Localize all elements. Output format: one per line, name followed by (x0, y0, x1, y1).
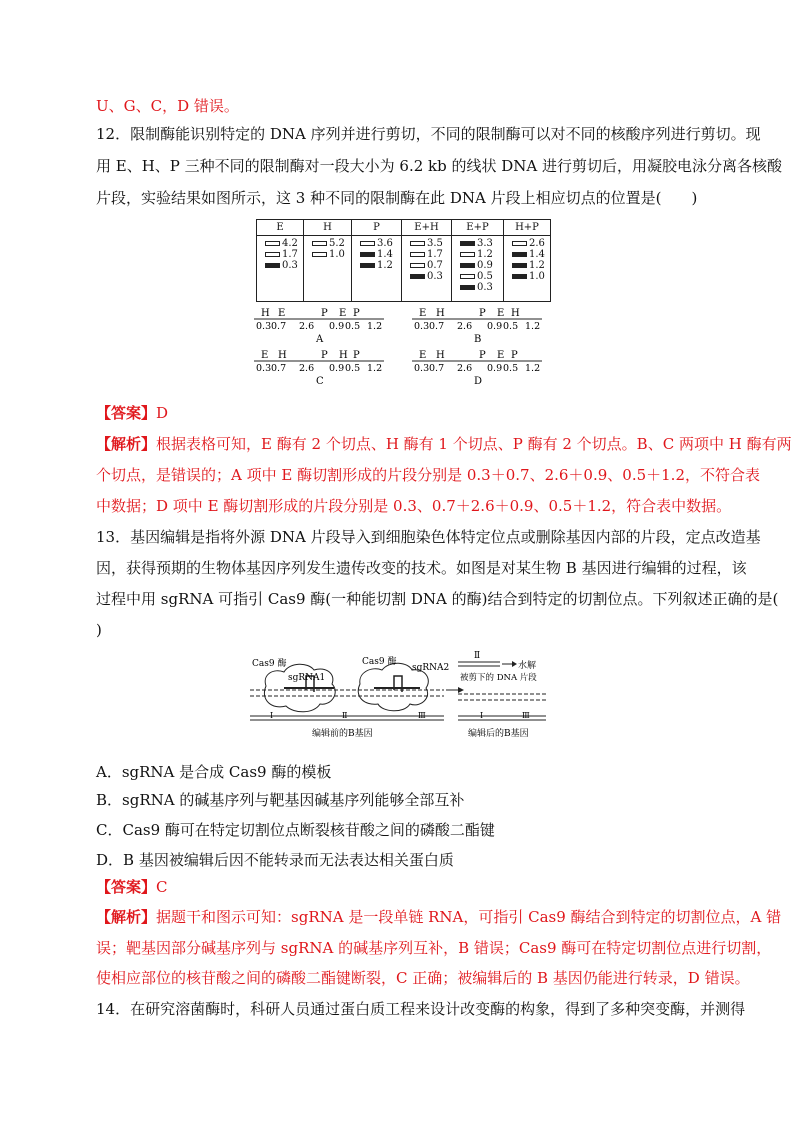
gel-header-p: P (352, 220, 402, 236)
map-option-letter: B (474, 334, 482, 345)
map-site-letter: E (497, 350, 505, 361)
band-bar (410, 252, 425, 257)
map-segment-length: 0.5 (503, 321, 519, 332)
gel-header-eh: E+H (402, 220, 452, 236)
band-size: 1.4 (529, 249, 545, 260)
band-bar (410, 263, 425, 268)
map-site-letter: P (321, 308, 328, 319)
gel-band (265, 260, 299, 271)
map-segment-length: 2.6 (299, 363, 315, 374)
q13-analysis-line-3: 使相应部位的核苷酸之间的磷酸二酯键断裂，C 正确；被编辑后的 B 基因仍能进行转录，D 错误。 (96, 969, 750, 987)
band-size: 0.3 (427, 271, 443, 282)
band-bar (360, 241, 375, 246)
gel-column-p (352, 236, 402, 302)
gel-band (360, 238, 397, 249)
map-segment-length: 1.2 (367, 363, 383, 374)
band-size: 3.5 (427, 238, 443, 249)
hydrolysis-arrow-head (512, 661, 517, 667)
band-bar (265, 241, 280, 246)
map-segment-length: 1.2 (525, 321, 541, 332)
band-size: 1.7 (427, 249, 443, 260)
map-site-letter: P (321, 350, 328, 361)
map-site-letter: P (353, 350, 360, 361)
gel-band (460, 238, 499, 249)
band-bar (512, 241, 527, 246)
band-bar (460, 252, 475, 257)
map-segment-length: 1.2 (525, 363, 541, 374)
map-site-letter: E (339, 308, 347, 319)
answer-label: 【答案】 (96, 404, 157, 422)
gene-editing-diagram (244, 648, 554, 740)
q12-analysis-line-2: 个切点，是错误的；A 项中 E 酶切割形成的片段分别是 0.3＋0.7、2.6＋0.9、0.5＋1.2，不符合表 (96, 466, 760, 484)
map-site-letter: H (339, 350, 348, 361)
band-bar (360, 252, 375, 257)
map-site-letter: E (419, 350, 427, 361)
map-segment-length: 2.6 (457, 363, 473, 374)
gel-electrophoresis-table (256, 219, 551, 302)
band-bar (265, 252, 280, 257)
process-arrow-head (458, 687, 464, 693)
gel-band (460, 260, 499, 271)
gel-band (460, 271, 499, 282)
gel-band (410, 249, 447, 260)
map-segment-length: 0.7 (271, 363, 287, 374)
answer-value: C (156, 878, 168, 896)
gel-band (360, 260, 397, 271)
map-site-letter: H (278, 350, 287, 361)
gel-band (460, 249, 499, 260)
dropped-fragment-label: 被剪下的 DNA 片段 (460, 673, 537, 683)
sgrna1-label: sgRNA1 (288, 673, 326, 683)
map-segment-length: 2.6 (299, 321, 315, 332)
q12-stem-line-2: 用 E、H、P 三种不同的限制酶对一段大小为 6.2 kb 的线状 DNA 进行剪切后，用凝胶电泳分离各核酸 (96, 157, 783, 175)
q13-analysis-line-1 (96, 907, 781, 927)
answer-label: 【答案】 (96, 878, 157, 896)
map-segment-length: 0.9 (329, 321, 345, 332)
band-bar (460, 285, 475, 290)
gel-header-h: H (304, 220, 352, 236)
q12-stem-line-1: 12．限制酶能识别特定的 DNA 序列并进行剪切，不同的限制酶可以对不同的核酸序列进行剪切。现 (96, 125, 761, 143)
map-site-letter: E (497, 308, 505, 319)
cas9-label-right: Cas9 酶 (362, 657, 397, 667)
caption-after: 编辑后的B基因 (468, 729, 529, 739)
previous-analysis-tail: U、G、C，D 错误。 (96, 97, 239, 115)
gel-column-hp (504, 236, 551, 302)
q12-analysis-line-3: 中数据；D 项中 E 酶切割形成的片段分别是 0.3、0.7＋2.6＋0.9、0.5＋1.2，符合表中数据。 (96, 497, 732, 515)
map-option-letter: D (474, 376, 483, 387)
band-bar (410, 241, 425, 246)
band-size: 0.3 (282, 260, 298, 271)
band-size: 4.2 (282, 238, 298, 249)
map-option-letter: C (316, 376, 324, 387)
band-bar (512, 274, 527, 279)
map-site-letter: P (511, 350, 518, 361)
gel-band (512, 260, 546, 271)
map-site-letter: E (278, 308, 286, 319)
band-size: 3.6 (377, 238, 393, 249)
band-size: 1.2 (377, 260, 393, 271)
gel-band (312, 249, 347, 260)
band-size: 1.4 (377, 249, 393, 260)
gel-band (312, 238, 347, 249)
region-label-2: Ⅱ (342, 711, 348, 720)
map-segment-length: 0.5 (345, 363, 361, 374)
gel-band (410, 271, 447, 282)
map-segment-length: 0.7 (271, 321, 287, 332)
map-site-letter: P (479, 308, 486, 319)
q13-stem-line-1: 13．基因编辑是指将外源 DNA 片段导入到细胞染色体特定位点或删除基因内部的片段，定点改造基 (96, 528, 761, 546)
map-site-letter: E (261, 350, 269, 361)
q13-option-c: C．Cas9 酶可在特定切割位点断裂核苷酸之间的磷酸二酯键 (96, 821, 495, 839)
band-size: 3.3 (477, 238, 493, 249)
q13-stem-line-3: 过程中用 sgRNA 可指引 Cas9 酶(一种能切割 DNA 的酶)结合到特定的切割位点。下列叙述正确的是( (96, 590, 779, 608)
band-size: 0.9 (477, 260, 493, 271)
analysis-text: 根据表格可知，E 酶有 2 个切点、H 酶有 1 个切点、P 酶有 2 个切点。B、C 两项中 H 酶有两 (156, 435, 792, 453)
map-segment-length: 0.9 (329, 363, 345, 374)
region-after-label-1: Ⅰ (480, 711, 484, 720)
map-segment-length: 0.5 (503, 363, 519, 374)
gel-band (360, 249, 397, 260)
q12-answer (96, 403, 168, 423)
q13-answer (96, 877, 168, 897)
band-size: 1.0 (529, 271, 545, 282)
map-segment-length: 0.3 (256, 321, 272, 332)
map-site-letter: H (436, 350, 445, 361)
band-bar (460, 274, 475, 279)
map-segment-length: 0.3 (414, 363, 430, 374)
q13-option-b: B．sgRNA 的碱基序列与靶基因碱基序列能够全部互补 (96, 791, 465, 809)
band-size: 1.2 (477, 249, 493, 260)
gel-column-ep (452, 236, 504, 302)
fragment-roman-label: Ⅱ (474, 651, 481, 661)
band-size: 5.2 (329, 238, 345, 249)
restriction-map-options (250, 304, 550, 394)
map-site-letter: H (261, 308, 270, 319)
map-site-letter: P (479, 350, 486, 361)
analysis-label: 【解析】 (96, 908, 157, 926)
band-size: 2.6 (529, 238, 545, 249)
band-bar (312, 252, 327, 257)
answer-value: D (156, 404, 169, 422)
band-size: 1.7 (282, 249, 298, 260)
analysis-text: 据题干和图示可知：sgRNA 是一段单链 RNA，可指引 Cas9 酶结合到特定的切割位点，A 错 (156, 908, 782, 926)
map-segment-length: 0.3 (414, 321, 430, 332)
q13-stem-line-2: 因，获得预期的生物体基因序列发生遗传改变的技术。如图是对某生物 B 基因进行编辑的过程，该 (96, 559, 747, 577)
gel-band (460, 282, 499, 293)
gel-header-ep: E+P (452, 220, 504, 236)
map-segment-length: 0.5 (345, 321, 361, 332)
map-site-letter: H (436, 308, 445, 319)
q13-option-d: D．B 基因被编辑后因不能转录而无法表达相关蛋白质 (96, 851, 454, 869)
gel-header-hp: H+P (504, 220, 551, 236)
gel-band (265, 249, 299, 260)
gel-header-e: E (257, 220, 304, 236)
hydrolysis-label: 水解 (518, 661, 537, 671)
q12-analysis-line-1 (96, 434, 792, 454)
band-bar (512, 263, 527, 268)
band-size: 1.2 (529, 260, 545, 271)
map-segment-length: 2.6 (457, 321, 473, 332)
map-segment-length: 0.9 (487, 363, 503, 374)
cas9-label-left: Cas9 酶 (252, 659, 287, 669)
map-site-letter: P (353, 308, 360, 319)
map-segment-length: 0.7 (429, 321, 445, 332)
band-bar (265, 263, 280, 268)
gel-band (265, 238, 299, 249)
map-segment-length: 0.7 (429, 363, 445, 374)
gel-column-e (257, 236, 304, 302)
map-segment-length: 0.9 (487, 321, 503, 332)
gel-band (512, 249, 546, 260)
gel-band (512, 238, 546, 249)
map-segment-length: 1.2 (367, 321, 383, 332)
map-site-letter: H (511, 308, 520, 319)
band-bar (512, 252, 527, 257)
map-site-letter: E (419, 308, 427, 319)
analysis-label: 【解析】 (96, 435, 157, 453)
band-bar (360, 263, 375, 268)
band-size: 0.7 (427, 260, 443, 271)
q13-analysis-line-2: 误；靶基因部分碱基序列与 sgRNA 的碱基序列互补，B 错误；Cas9 酶可在特定切割位点进行切割， (96, 939, 772, 957)
map-option-letter: A (316, 334, 324, 345)
region-label-3: Ⅲ (418, 711, 426, 720)
gel-band (410, 238, 447, 249)
band-bar (312, 241, 327, 246)
caption-before: 编辑前的B基因 (312, 729, 373, 739)
region-after-label-3: Ⅲ (522, 711, 530, 720)
q14-stem-line-1: 14．在研究溶菌酶时，科研人员通过蛋白质工程来设计改变酶的构象，得到了多种突变酶，并测得 (96, 1000, 746, 1018)
band-bar (460, 263, 475, 268)
q13-stem-line-4: ) (96, 621, 102, 639)
map-segment-length: 0.3 (256, 363, 272, 374)
band-bar (410, 274, 425, 279)
band-size: 1.0 (329, 249, 345, 260)
band-size: 0.5 (477, 271, 493, 282)
gel-column-h (304, 236, 352, 302)
gel-band (512, 271, 546, 282)
band-bar (460, 241, 475, 246)
q13-option-a: A．sgRNA 是合成 Cas9 酶的模板 (96, 763, 332, 781)
sgrna2-label: sgRNA2 (412, 663, 450, 673)
gel-band (410, 260, 447, 271)
gel-column-eh (402, 236, 452, 302)
band-size: 0.3 (477, 282, 493, 293)
region-label-1: Ⅰ (270, 711, 274, 720)
q12-stem-line-3: 片段，实验结果如图所示，这 3 种不同的限制酶在此 DNA 片段上相应切点的位置是( ) (96, 189, 698, 207)
